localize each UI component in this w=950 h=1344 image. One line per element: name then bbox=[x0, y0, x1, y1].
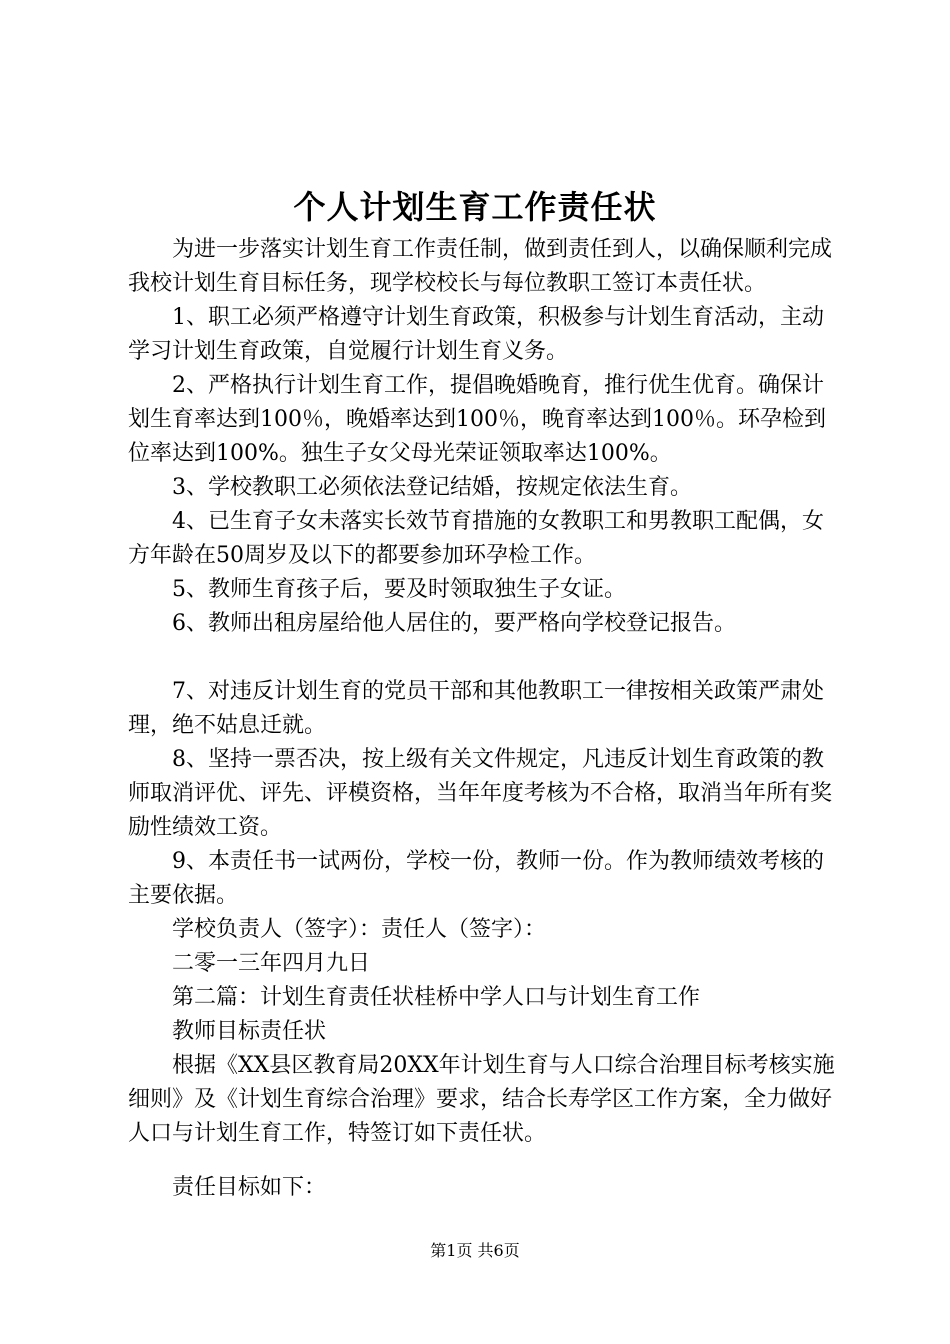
page-number: 第1页 共6页 bbox=[430, 1241, 520, 1260]
clause-7: 7、对违反计划生育的党员干部和其他教职工一律按相关政策严肃处理，绝不姑息迁就。 bbox=[128, 679, 824, 738]
document-title: 个人计划生育工作责任状 bbox=[293, 188, 657, 226]
second-article-subheading: 教师目标责任状 bbox=[172, 1019, 327, 1044]
second-article-intro: 根据《XX县区教育局20XX年计划生育与人口综合治理目标考核实施细则》及《计划生育综合治理》要求，结合长寿学区工作方案，全力做好人口与计划生育工作，特签订如下责任状。 bbox=[128, 1053, 835, 1146]
signature-line: 学校负责人（签字）：责任人（签字）： bbox=[172, 917, 547, 942]
intro-paragraph: 为进一步落实计划生育工作责任制，做到责任到人，以确保顺利完成我校计划生育目标任务，现学校校长与每位教职工签订本责任状。 bbox=[128, 237, 833, 296]
clause-4: 4、已生育子女未落实长效节育措施的女教职工和男教职工配偶，女方年龄在50周岁及以下的都要参加环孕检工作。 bbox=[128, 509, 824, 568]
blank-line-2 bbox=[128, 1151, 838, 1171]
clause-6: 6、教师出租房屋给他人居住的，要严格向学校登记报告。 bbox=[172, 611, 736, 636]
blank-line bbox=[128, 641, 838, 675]
date-line: 二零一三年四月九日 bbox=[172, 951, 371, 976]
document-body bbox=[128, 233, 838, 1205]
second-article-heading: 第二篇：计划生育责任状桂桥中学人口与计划生育工作 bbox=[172, 985, 701, 1010]
clause-8: 8、坚持一票否决，按上级有关文件规定，凡违反计划生育政策的教师取消评优、评先、评模资格，当年年度考核为不合格，取消当年所有奖励性绩效工资。 bbox=[128, 747, 833, 840]
clause-1: 1、职工必须严格遵守计划生育政策，积极参与计划生育活动，主动学习计划生育政策，自觉履行计划生育义务。 bbox=[128, 305, 824, 364]
goals-heading: 责任目标如下： bbox=[172, 1175, 327, 1200]
clause-2: 2、严格执行计划生育工作，提倡晚婚晚育，推行优生优育。确保计划生育率达到100％，晚婚率达到100％，晚育率达到100％。环孕检到位率达到100%。独生子女父母光荣证领取率达100%。 bbox=[128, 373, 826, 466]
clause-3: 3、学校教职工必须依法登记结婚，按规定依法生育。 bbox=[172, 475, 692, 500]
clause-5: 5、教师生育孩子后，要及时领取独生子女证。 bbox=[172, 577, 626, 602]
clause-9: 9、本责任书一试两份，学校一份，教师一份。作为教师绩效考核的主要依据。 bbox=[128, 849, 824, 908]
